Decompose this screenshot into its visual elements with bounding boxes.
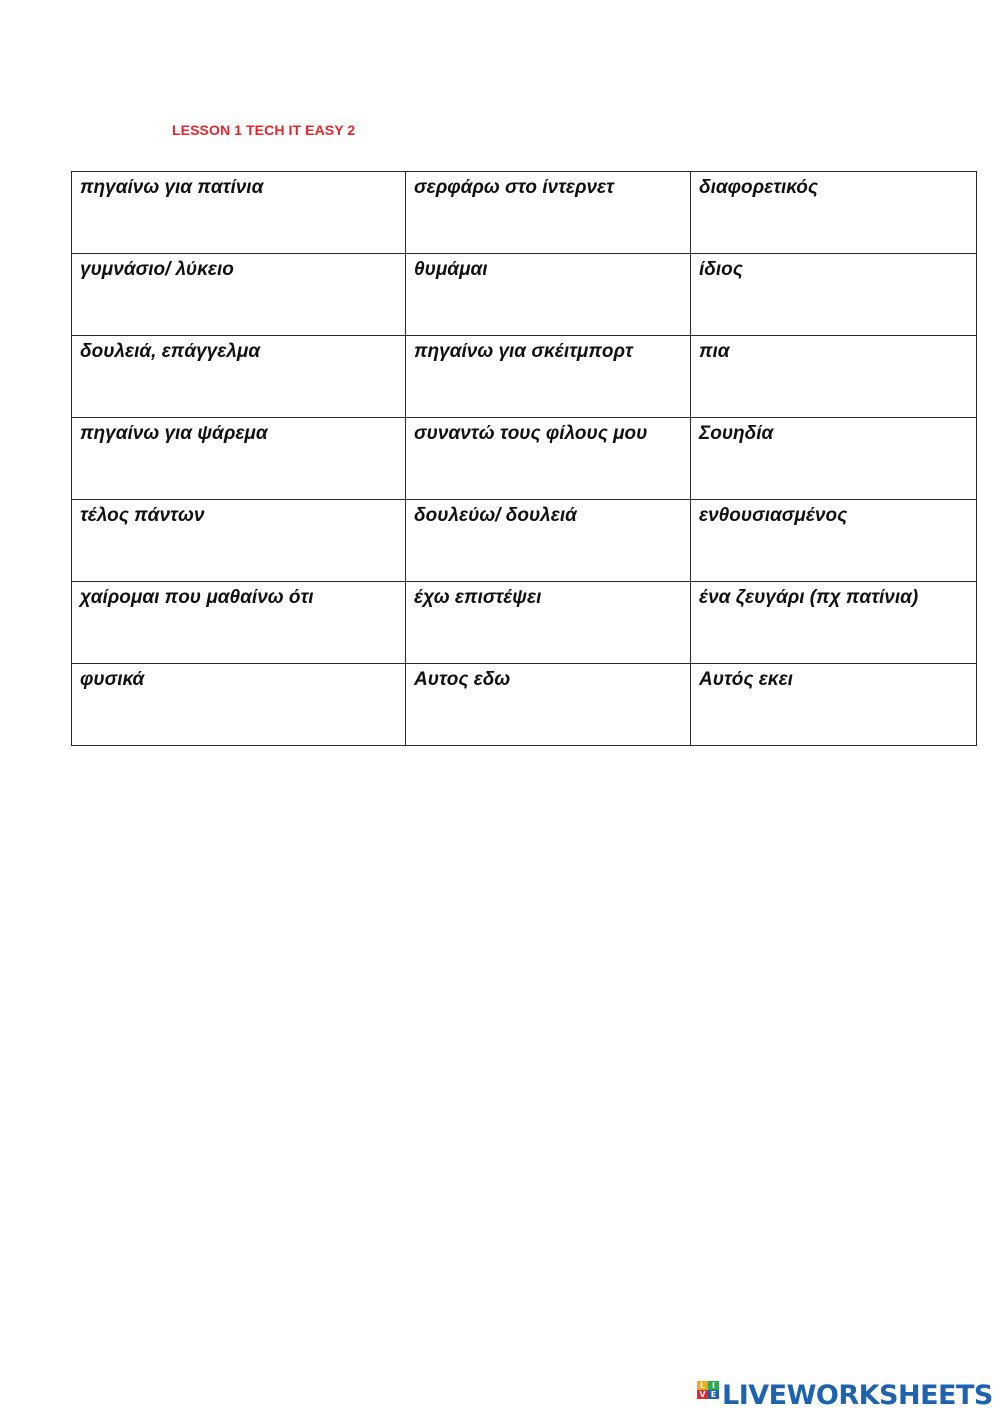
table-cell: γυμνάσιο/ λύκειο [72,254,406,336]
liveworksheets-brand [697,1378,993,1412]
table-cell: διαφορετικός [691,172,977,254]
table-cell: φυσικά [72,664,406,746]
table-cell: Σουηδία [691,418,977,500]
logo-letter: I [708,1381,719,1390]
logo-letter: E [708,1390,719,1399]
table-cell: σερφάρω στο ίντερνετ [406,172,691,254]
table-row [72,582,977,664]
logo-letter: V [697,1390,708,1399]
table-row [72,336,977,418]
table-cell: πια [691,336,977,418]
table-row [72,664,977,746]
table-cell: πηγαίνω για σκέιτμπορτ [406,336,691,418]
liveworksheets-logo-icon [697,1381,719,1409]
vocabulary-table [71,171,977,746]
brand-wordmark: LIVEWORKSHEETS [722,1379,993,1411]
logo-letter: L [697,1381,708,1390]
table-cell: έχω επιστέψει [406,582,691,664]
table-cell: χαίρομαι που μαθαίνω ότι [72,582,406,664]
table-row [72,418,977,500]
table-row [72,172,977,254]
table-cell: συναντώ τους φίλους μου [406,418,691,500]
table-cell: ίδιος [691,254,977,336]
table-cell: Αυτος εδω [406,664,691,746]
table-cell: πηγαίνω για ψάρεμα [72,418,406,500]
table-cell: δουλειά, επάγγελμα [72,336,406,418]
table-cell: πηγαίνω για πατίνια [72,172,406,254]
table-cell: θυμάμαι [406,254,691,336]
table-cell: τέλος πάντων [72,500,406,582]
table-cell: Αυτός εκει [691,664,977,746]
table-cell: δουλεύω/ δουλειά [406,500,691,582]
document-title: LESSON 1 TECH IT EASY 2 [172,122,356,138]
table-row [72,500,977,582]
table-cell: ενθουσιασμένος [691,500,977,582]
table-cell: ένα ζευγάρι (πχ πατίνια) [691,582,977,664]
table-row [72,254,977,336]
